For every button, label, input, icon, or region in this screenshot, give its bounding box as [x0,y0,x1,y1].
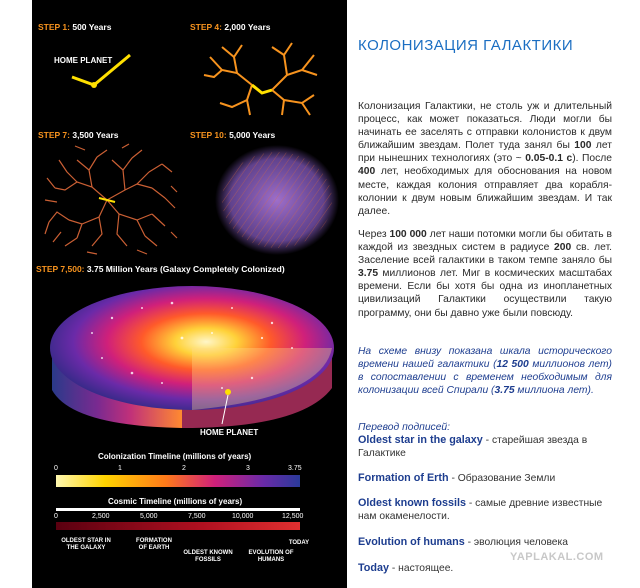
step-7-label: STEP 7: 3,500 Years [38,130,119,140]
cosmic-tick: 7,500 [188,513,206,520]
event-oldest-star: OLDEST STAR IN THE GALAXY [61,538,111,551]
caption-formation-of-earth: Formation of Erth - Образование Земли [358,472,556,484]
home-planet-label-top: HOME PLANET [54,56,113,65]
galaxy-colonization-infographic [32,0,347,588]
step-4-label: STEP 4: 2,000 Years [190,22,271,32]
paragraph-3: На схеме внизу показана шкала исторического времени нашей галактики (12 500 миллионов лет) в сопоставлении с временем необходимым для колонизации всей Спирали (3.75 миллиона лет). [358,346,612,397]
cosmic-bar [56,522,300,530]
caption-oldest-star: Oldest star in the galaxy - старейшая звезда в Галактике [358,434,588,459]
cosmic-tick: 5,000 [140,513,158,520]
cosmic-tick: 0 [54,513,58,520]
caption-oldest-fossils: Oldest known fossils - самые древние известные нам окаменелости. [358,497,603,522]
home-planet-label-bottom: HOME PLANET [200,428,259,437]
cosmic-tick: 12,500 [282,513,304,520]
cosmic-timeline-title: Cosmic Timeline (millions of years) [108,497,243,506]
event-evolution-of-humans: EVOLUTION OF HUMANS [248,550,294,563]
cosmic-tick: 2,500 [92,513,110,520]
translation-header: Перевод подписей: [358,422,451,433]
site-watermark: YAPLAKAL.COM [510,551,604,563]
event-formation-of-earth: FORMATION OF EARTH [136,538,172,551]
caption-evolution-of-humans: Evolution of humans - эволюция человека [358,536,568,548]
caption-today: Today - настоящее. [358,562,454,574]
step-10-diagram [207,140,347,260]
step-7500-label: STEP 7,500: 3.75 Million Years (Galaxy Completely Colonized) [36,264,285,274]
colonization-tick: 3 [246,465,250,472]
colonization-tick: 3.75 [288,465,302,472]
paragraph-2: Через 100 000 лет наши потомки могли бы обитать в каждой из звездных систем в радиусе 200 св. лет. Заселение всей галактики в таком темпе заняло бы 3.75 миллионов лет. Миг в космических масштабах времени. Если бы хотя бы одна из инопланетных цивилизаций Галактики осуществили такую программу, они бы давно уже были повсюду. [358,229,612,319]
colonization-bar [56,475,300,487]
cosmic-tick: 10,000 [232,513,254,520]
article-title: КОЛОНИЗАЦИЯ ГАЛАКТИКИ [358,37,574,54]
event-oldest-fossils: OLDEST KNOWN FOSSILS [183,550,233,563]
cosmic-scale-indicator [56,508,300,511]
galaxy-disk-illustration [32,278,347,448]
colonization-tick: 2 [182,465,186,472]
step-1-label: STEP 1: 500 Years [38,22,112,32]
event-today: TODAY [288,540,310,546]
colonization-timeline-title: Colonization Timeline (millions of years) [98,452,252,461]
colonization-tick: 1 [118,465,122,472]
paragraph-1: Колонизация Галактики, не столь уж и длительный процесс, как может показаться. Люди могли бы начинать ее заселять с отправки колонистов к двум ближайшим звездам. Полет туда занял бы 100 лет при нынешних технологиях (это ~ 0.05-0.1 c). После 400 лет, необходимых для обоснования на новом месте, каждая колония отправляет два корабля-колонии к двум новым ближайшим звездам. И так далее. [358,101,612,217]
step-4-diagram [192,35,342,120]
colonization-tick: 0 [54,465,58,472]
step-7-diagram [37,142,187,257]
step-1-diagram [32,35,182,105]
step-10-label: STEP 10: 5,000 Years [190,130,276,140]
